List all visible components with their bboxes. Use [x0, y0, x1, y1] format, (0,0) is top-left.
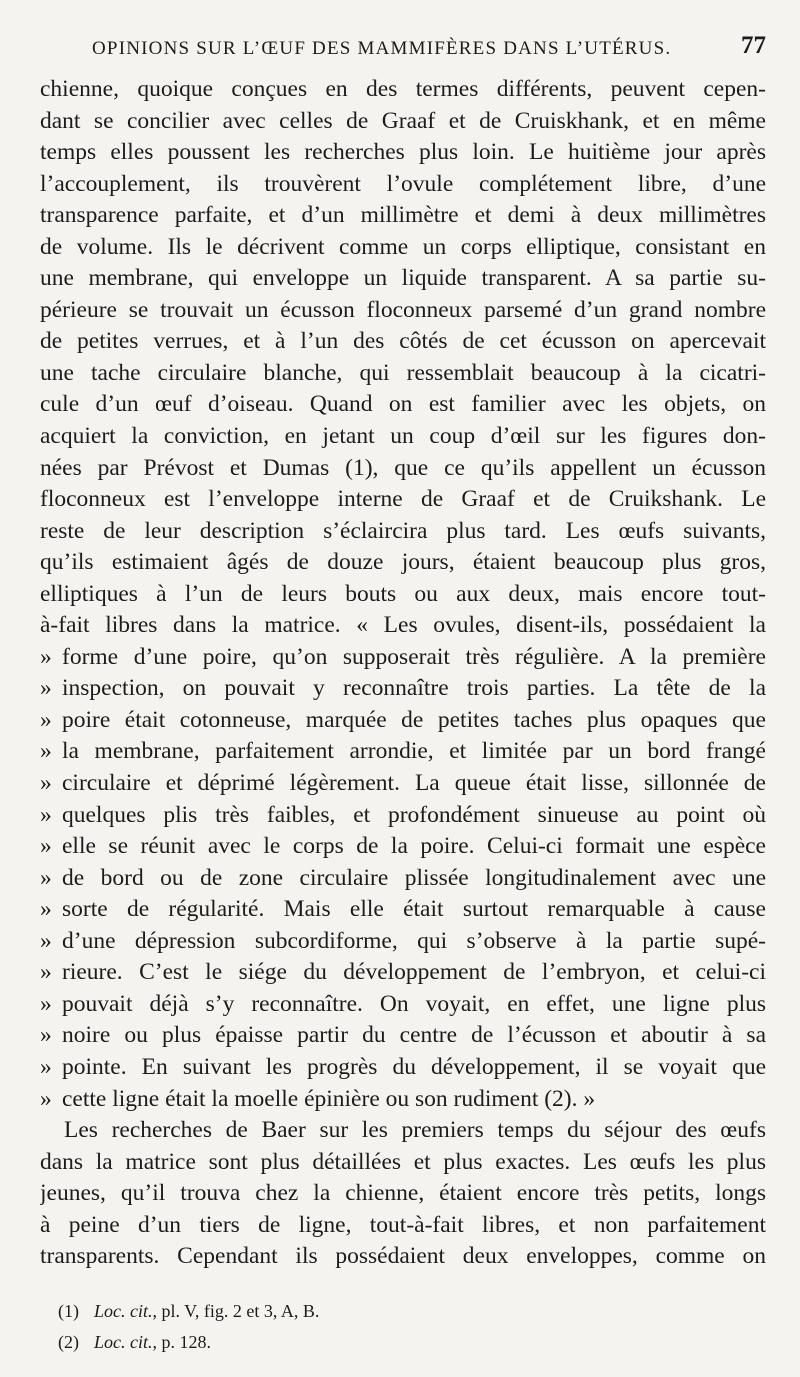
quoted-line [40, 768, 766, 800]
quoted-text: cette ligne était la moelle épinière ou son rudiment (2). » [62, 1085, 596, 1112]
quoted-line [40, 957, 766, 989]
text-line: reste de leur description s’éclaircira plus tard. Les œufs suivants, [40, 517, 766, 544]
body-text [40, 74, 766, 1273]
text-line: acquiert la conviction, en jetant un coup d’œil sur les figures don- [40, 423, 766, 450]
quoted-text: de bord ou de zone circulaire plissée longitudinalement avec une [62, 864, 766, 891]
text-line: de petites verrues, et à l’un des côtés de cet écusson on apercevait [40, 328, 766, 355]
quoted-text: poire était cotonneuse, marquée de petites taches plus opaques que [62, 706, 766, 733]
quoted-line [40, 831, 766, 863]
footnote-source: Loc. cit. [94, 1301, 153, 1321]
footnote-text: , pl. V, fig. 2 et 3, A, B. [152, 1301, 320, 1321]
quoted-line [40, 894, 766, 926]
quoted-line [40, 989, 766, 1021]
quoted-text: elle se réunit avec le corps de la poire. Celui-ci formait une espèce [62, 833, 766, 860]
quoted-text: inspection, on pouvait y reconnaître trois parties. La tête de la [62, 675, 766, 702]
page-number: 77 [741, 32, 766, 59]
quote-mark: » [40, 770, 52, 797]
quoted-line [40, 1020, 766, 1052]
quote-mark: » [40, 1022, 52, 1049]
text-line: qu’ils estimaient âgés de douze jours, étaient beaucoup plus gros, [40, 549, 766, 576]
footnotes [58, 1296, 758, 1358]
quoted-line [40, 642, 766, 674]
text-line: à peine d’un tiers de ligne, tout-à-fait libres, et non parfaitement [40, 1211, 766, 1238]
quoted-text: d’une dépression subcordiforme, qui s’observe à la partie supé- [62, 927, 766, 954]
quote-mark: » [40, 643, 52, 670]
quote-mark: » [40, 706, 52, 733]
text-line: dans la matrice sont plus détaillées et plus exactes. Les œufs les plus [40, 1148, 766, 1175]
text-line: Les recherches de Baer sur les premiers temps du séjour des œufs [64, 1117, 766, 1144]
quoted-line [40, 1084, 766, 1116]
quoted-text: rieure. C’est le siége du développement de l’embryon, et celui-ci [62, 959, 766, 986]
quoted-text: la membrane, parfaitement arrondie, et limitée par un bord frangé [62, 738, 766, 765]
quoted-text: noire ou plus épaisse partir du centre de l’écusson et aboutir à sa [62, 1022, 766, 1049]
text-line: jeunes, qu’il trouva chez la chienne, étaient encore très petits, longs [40, 1180, 766, 1207]
text-line: floconneux est l’enveloppe interne de Graaf et de Cruikshank. Le [40, 486, 766, 513]
quote-mark: » [40, 675, 52, 702]
quoted-line [40, 863, 766, 895]
quote-mark: » [40, 1053, 52, 1080]
footnote-number: (1) [58, 1301, 79, 1321]
quote-mark: » [40, 833, 52, 860]
text-line: chienne, quoique conçues en des termes différents, peuvent cepen- [40, 76, 766, 102]
quoted-text: forme d’une poire, qu’on supposerait très régulière. A la première [62, 643, 766, 670]
footnote-number: (2) [58, 1332, 79, 1352]
text-line: une tache circulaire blanche, qui ressemblait beaucoup à la cicatri- [40, 359, 766, 386]
quote-mark: » [40, 990, 52, 1017]
quoted-text: quelques plis très faibles, et profondément sinueuse au point où [62, 801, 766, 828]
text-line: nées par Prévost et Dumas (1), que ce qu’ils appellent un écusson [40, 454, 766, 481]
footnote [58, 1296, 758, 1327]
quoted-line [40, 736, 766, 768]
text-line: une membrane, qui enveloppe un liquide transparent. A sa partie su- [40, 265, 766, 292]
quoted-line [40, 926, 766, 958]
text-line: elliptiques à l’un de leurs bouts ou aux deux, mais encore tout- [40, 580, 766, 607]
quote-mark: » [40, 738, 52, 765]
quote-mark: » [40, 864, 52, 891]
footnote-text: , p. 128. [152, 1332, 211, 1352]
text-line: cule d’un œuf d’oiseau. Quand on est familier avec les objets, on [40, 391, 766, 418]
quoted-text: pouvait déjà s’y reconnaître. On voyait, en effet, une ligne plus [62, 990, 766, 1017]
quote-mark: » [40, 896, 52, 923]
quote-mark: » [40, 1085, 52, 1112]
text-line: dant se concilier avec celles de Graaf et de Cruiskhank, et en même [40, 107, 766, 134]
quoted-text: circulaire et déprimé légèrement. La queue était lisse, sillonnée de [62, 770, 766, 797]
footnote [58, 1327, 758, 1358]
quoted-text: pointe. En suivant les progrès du développement, il se voyait que [62, 1053, 766, 1080]
quoted-line [40, 1052, 766, 1084]
page-header [40, 30, 766, 70]
footnote-source: Loc. cit. [94, 1332, 153, 1352]
text-line: transparence parfaite, et d’un millimètre et demi à deux millimètres [40, 202, 766, 229]
running-head: OPINIONS SUR L’ŒUF DES MAMMIFÈRES DANS L’UTÉRUS. [92, 38, 672, 59]
text-line: à-fait libres dans la matrice. « Les ovules, disent-ils, possédaient la [40, 612, 766, 639]
quoted-line [40, 705, 766, 737]
quoted-text: sorte de régularité. Mais elle était surtout remarquable à cause [62, 896, 766, 923]
quote-mark: » [40, 801, 52, 828]
text-line: l’accouplement, ils trouvèrent l’ovule complétement libre, d’une [40, 170, 766, 197]
text-line: périeure se trouvait un écusson floconneux parsemé d’un grand nombre [40, 296, 766, 323]
text-line: de volume. Ils le décrivent comme un corps elliptique, consistant en [40, 233, 766, 260]
quoted-line [40, 800, 766, 832]
quote-mark: » [40, 927, 52, 954]
quote-mark: » [40, 959, 52, 986]
quoted-line [40, 673, 766, 705]
text-line: temps elles poussent les recherches plus loin. Le huitième jour après [40, 139, 766, 166]
text-line: transparents. Cependant ils possédaient deux enveloppes, comme on [40, 1243, 766, 1270]
